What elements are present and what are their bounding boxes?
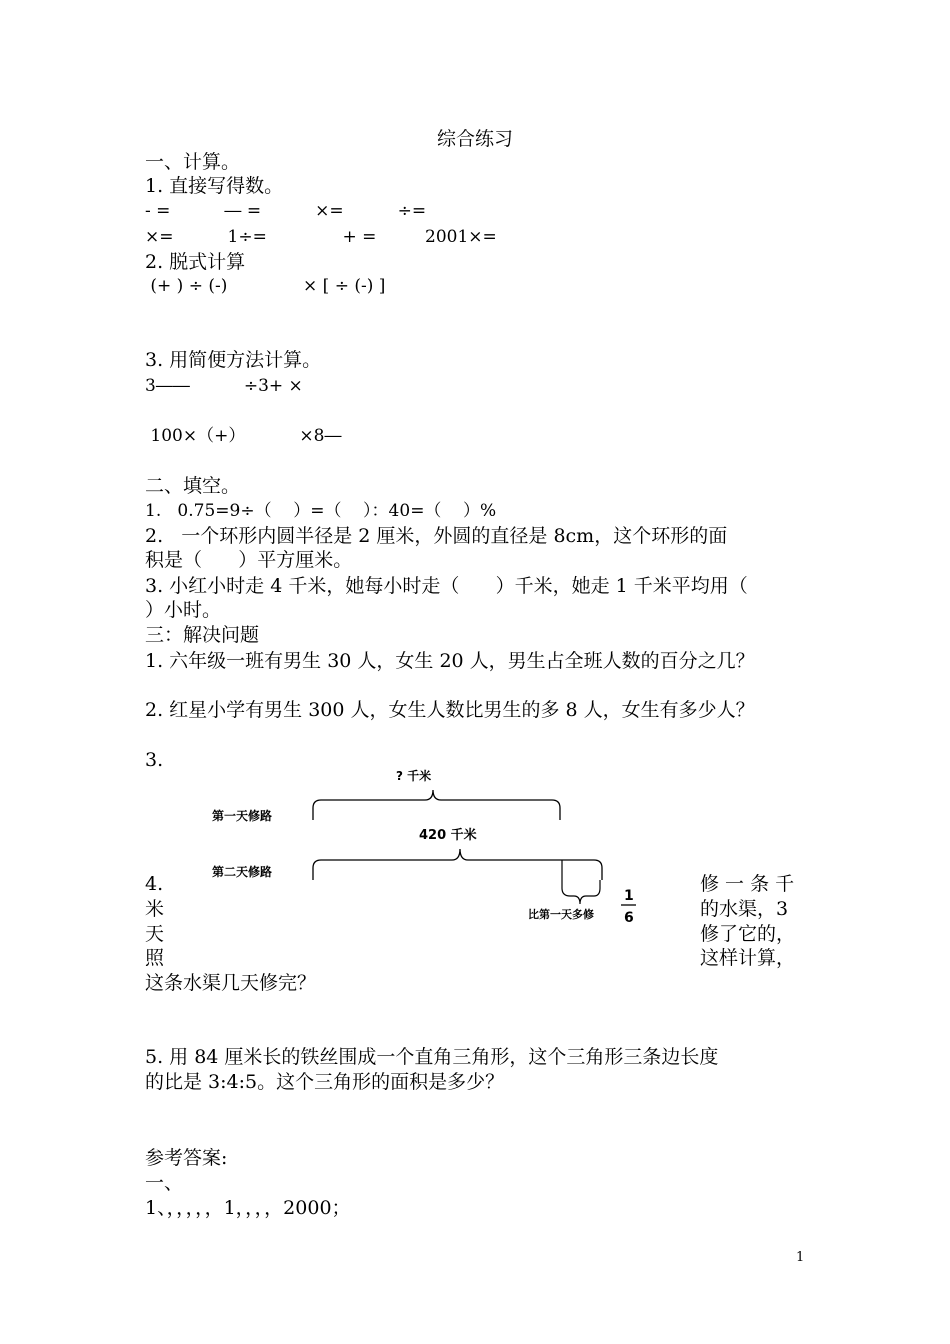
equation-row: 3―― ÷3+ × <box>145 376 303 396</box>
problem-text: 这样计算， <box>700 947 796 969</box>
problem-text: 修 一 条 千 <box>700 873 795 895</box>
equation-row: ×= 1÷= + = 2001×= <box>145 227 497 247</box>
equation-row: 100×（+） ×8― <box>145 426 342 446</box>
equation-row: - = ― = ×= ÷= <box>145 201 427 221</box>
section-heading: 三：解决问题 <box>145 624 260 646</box>
diagram-mid-label: 420 千米 <box>419 828 477 843</box>
extra-brace <box>562 860 600 904</box>
problem-text: 1. 六年级一班有男生 30 人，女生 20 人，男生占全班人数的百分之几？ <box>145 650 755 672</box>
day1-brace <box>313 790 560 820</box>
answer-heading: 参考答案: <box>145 1147 228 1169</box>
fraction-denominator: 6 <box>624 910 634 926</box>
problem-text: 修了它的， <box>700 923 796 945</box>
problem-text: 照 <box>145 947 165 969</box>
problem-number: 3. <box>145 749 164 771</box>
equation-row: (+ ) ÷ (-) × [ ÷ (-) ] <box>145 276 386 296</box>
page-title: 综合练习 <box>436 128 513 150</box>
question-text: 2. 脱式计算 <box>145 251 246 273</box>
fill-item: 2. 一个环形内圆半径是 2 厘米，外圆的直径是 8cm，这个环形的面 <box>145 525 728 547</box>
extra-label: 比第一天多修 <box>528 908 594 921</box>
answer-section: 一、 <box>145 1172 184 1194</box>
answer-text: 1、，，，，，1，，，，2000； <box>145 1197 351 1219</box>
fraction-numerator: 1 <box>624 888 634 904</box>
question-text: 1. 直接写得数。 <box>145 175 284 197</box>
problem-text: 天 <box>145 923 165 945</box>
fill-item: 1. 0.75=9÷（ ）=（ ）：40=（ ）% <box>145 501 497 521</box>
page-number: 1 <box>796 1250 805 1265</box>
section-heading: 二、填空。 <box>145 475 241 497</box>
problem-text: 这条水渠几天修完？ <box>145 972 317 994</box>
day2-label: 第二天修路 <box>212 865 273 879</box>
problem-text: 2. 红星小学有男生 300 人，女生人数比男生的多 8 人，女生有多少人？ <box>145 699 755 721</box>
problem-text: 的水渠，3 <box>700 898 789 920</box>
problem-text: 的比是 3:4:5。这个三角形的面积是多少？ <box>145 1071 505 1093</box>
problem-text: 5. 用 84 厘米长的铁丝围成一个直角三角形，这个三角形三条边长度 <box>145 1046 719 1068</box>
fill-item: ）小时。 <box>145 599 222 621</box>
day2-brace <box>313 849 602 880</box>
fill-item: 3. 小红小时走 4 千米，她每小时走（ ）千米，她走 1 千米平均用（ <box>145 575 748 597</box>
question-text: 3. 用简便方法计算。 <box>145 349 322 371</box>
road-diagram <box>200 760 660 935</box>
problem-text: 米 <box>145 898 165 920</box>
diagram-top-label: ? 千米 <box>396 769 432 783</box>
day1-label: 第一天修路 <box>212 809 273 823</box>
fill-item: 积是（ ）平方厘米。 <box>145 549 353 571</box>
section-heading: 一、计算。 <box>145 151 241 173</box>
problem-number: 4. <box>145 873 164 895</box>
